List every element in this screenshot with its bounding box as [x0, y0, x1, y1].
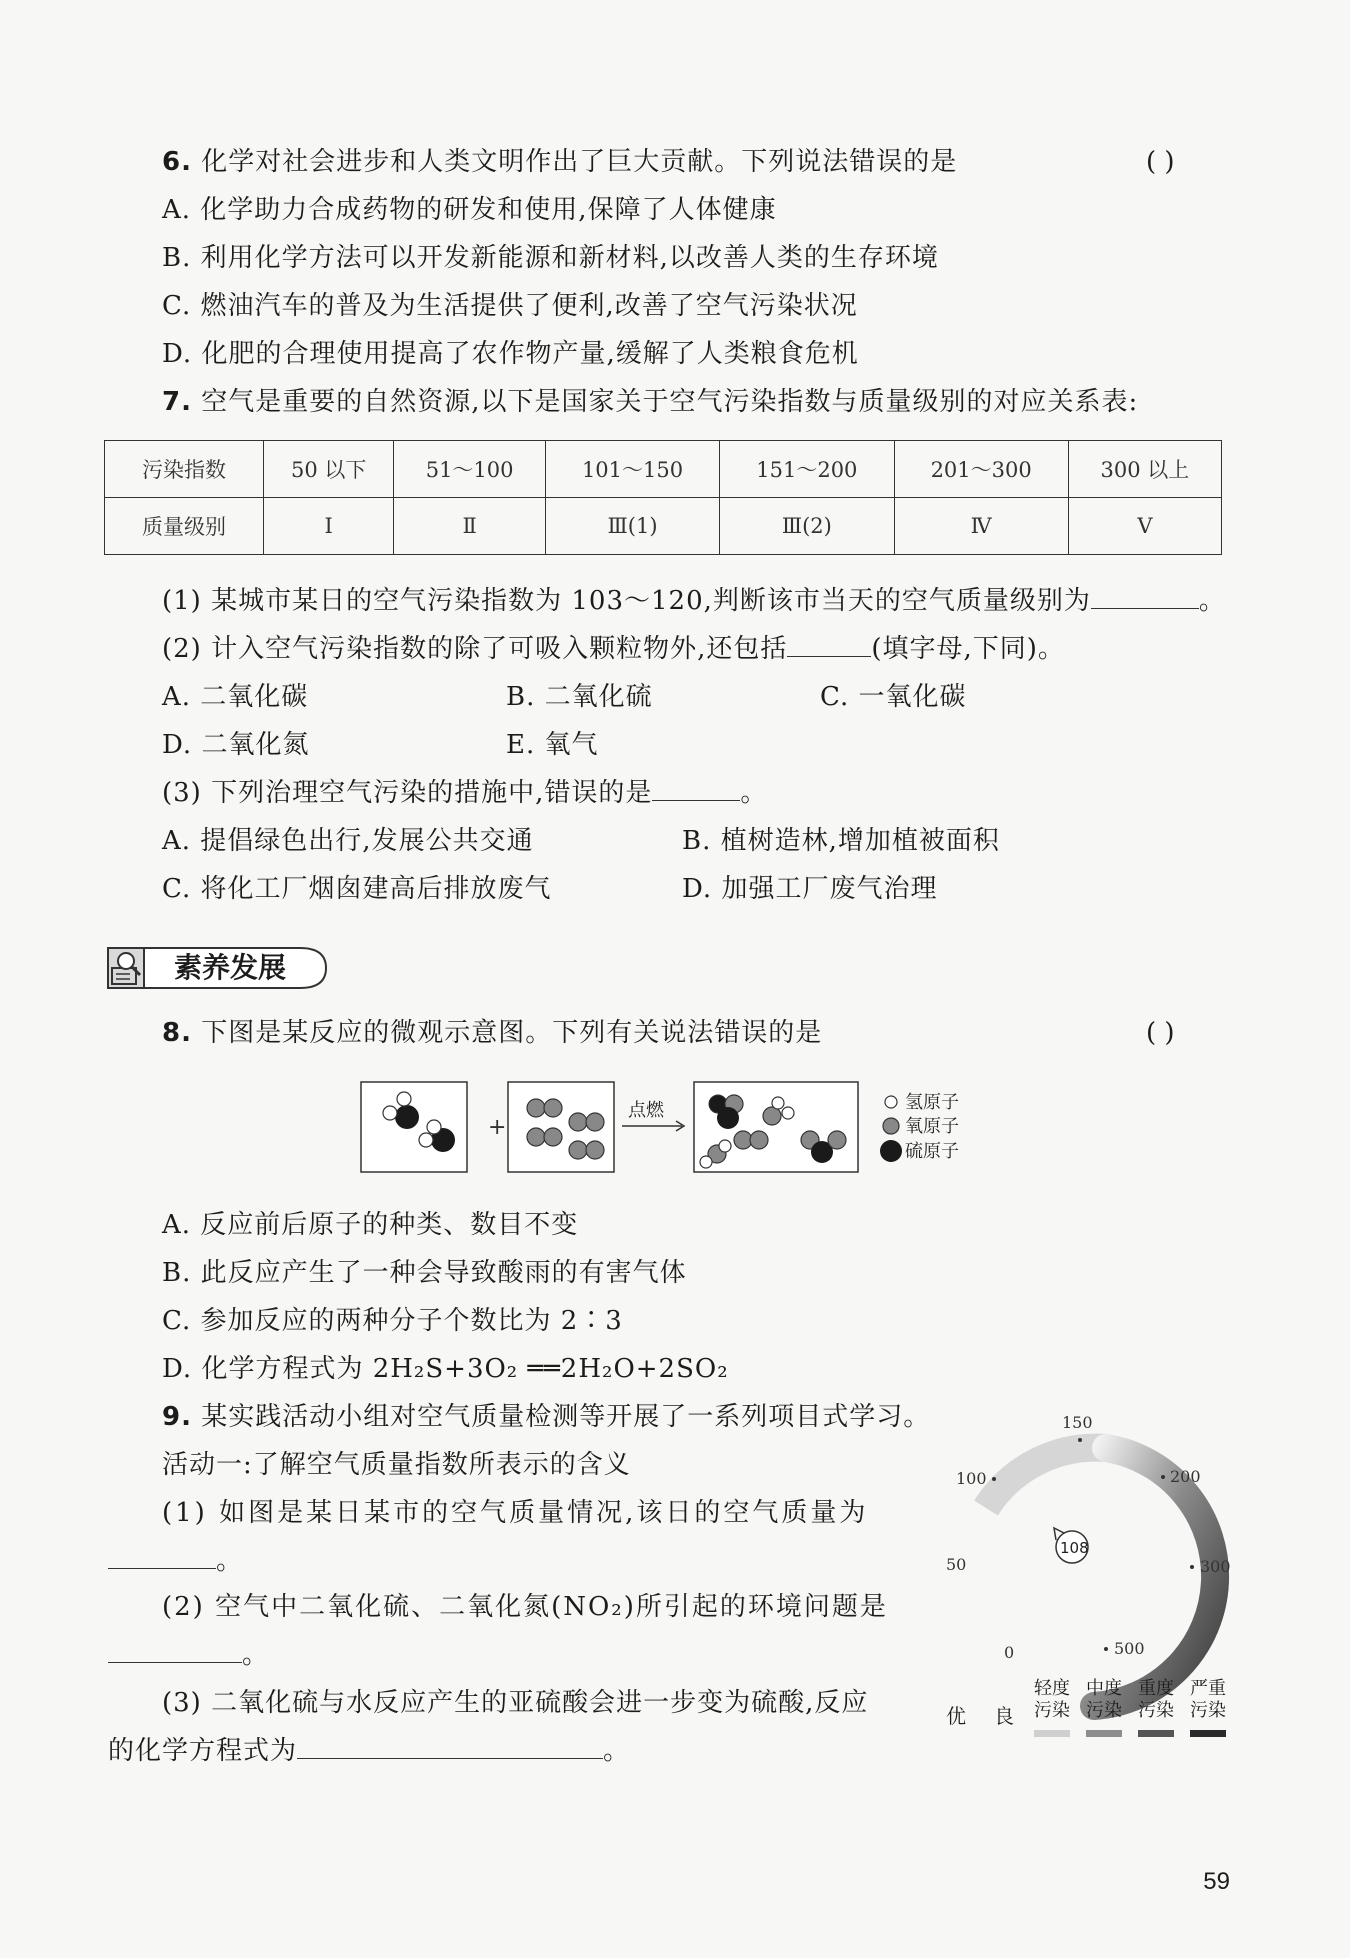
q9-sub3: (3) 二氧化硫与水反应产生的亚硫酸会进一步变为硫酸,反应 [162, 1688, 869, 1718]
q7-sub3-end: 。 [740, 778, 768, 808]
sulfur-atom [717, 1107, 739, 1129]
hydrogen-atom [772, 1097, 784, 1109]
gauge-tick-label: 100 [956, 1469, 987, 1488]
table-cell: 201～300 [894, 441, 1068, 498]
gauge-tick-label: 50 [946, 1555, 967, 1574]
q7-sub2 [162, 632, 1065, 666]
answer-blank[interactable] [108, 1638, 242, 1663]
answer-blank[interactable] [297, 1734, 603, 1759]
q7-sub2-end: (填字母,下同)。 [871, 634, 1065, 664]
q8-option-c: C. 参加反应的两种分子个数比为 2∶3 [162, 1306, 623, 1336]
q7-sub1 [162, 584, 1226, 618]
q7-number: 7. [162, 387, 192, 417]
hydrogen-atom [427, 1120, 441, 1134]
q9-sub3-end: 。 [603, 1736, 631, 1766]
q9-sub1-cont [108, 1544, 243, 1578]
section-header [104, 940, 330, 996]
q9-number: 9. [162, 1402, 192, 1432]
q8-stem [162, 1016, 822, 1050]
legend-label: 硫原子 [905, 1141, 959, 1162]
q6-number: 6. [162, 147, 192, 177]
answer-blank[interactable] [787, 632, 871, 657]
q7-sub2-option-b: B. 二氧化硫 [506, 682, 653, 712]
table-cell: 质量级别 [105, 498, 264, 555]
level-swatch [1086, 1730, 1122, 1737]
q8-answer-paren: ( ) [1146, 1018, 1175, 1048]
legend-sulfur-icon [880, 1140, 902, 1162]
table-cell: Ⅲ(2) [720, 498, 894, 555]
q6-option-a: A. 化学助力合成药物的研发和使用,保障了人体健康 [162, 195, 777, 225]
table-cell: 污染指数 [105, 441, 264, 498]
page-number: 59 [1203, 1868, 1230, 1895]
q9-sub2: (2) 空气中二氧化硫、二氧化氮(NO₂)所引起的环境问题是 [162, 1592, 888, 1622]
table-cell: 300 以上 [1068, 441, 1221, 498]
level-swatch [1190, 1730, 1226, 1737]
q8-stem-text: 下图是某反应的微观示意图。下列有关说法错误的是 [201, 1018, 823, 1048]
q6-option-d: D. 化肥的合理使用提高了农作物产量,缓解了人类粮食危机 [162, 339, 859, 369]
oxygen-atom [750, 1131, 768, 1149]
reaction-diagram [360, 1080, 980, 1180]
table-cell: 151～200 [720, 441, 894, 498]
gauge-arc [1094, 1448, 1215, 1706]
q7-sub3-text: (3) 下列治理空气污染的措施中,错误的是 [162, 778, 653, 808]
q6-option-c: C. 燃油汽车的普及为生活提供了便利,改善了空气污染状况 [162, 291, 858, 321]
table-cell: Ⅳ [894, 498, 1068, 555]
oxygen-atom [569, 1141, 587, 1159]
arrow-label: 点燃 [628, 1100, 664, 1121]
q6-stem-text: 化学对社会进步和人类文明作出了巨大贡献。下列说法错误的是 [201, 147, 958, 177]
oxygen-atom [734, 1131, 752, 1149]
table-cell: Ⅴ [1068, 498, 1221, 555]
table-cell: 101～150 [545, 441, 719, 498]
answer-blank[interactable] [108, 1544, 216, 1569]
q7-sub3-option-b: B. 植树造林,增加植被面积 [682, 826, 1000, 856]
level-moderate: 中度污染 [1086, 1678, 1122, 1721]
legend-hydrogen-icon [885, 1096, 897, 1108]
oxygen-atom [544, 1099, 562, 1117]
table-cell: Ⅲ(1) [545, 498, 719, 555]
q7-stem [162, 385, 1138, 419]
oxygen-atom [569, 1113, 587, 1131]
q7-sub1-text: (1) 某城市某日的空气污染指数为 103～120,判断该市当天的空气质量级别为 [162, 586, 1091, 616]
sulfur-atom [395, 1105, 419, 1129]
magnifier-document-icon [110, 950, 144, 986]
q7-sub2-option-c: C. 一氧化碳 [820, 682, 967, 712]
q7-sub2-option-a: A. 二氧化碳 [162, 682, 309, 712]
gauge-arc-light [986, 1448, 1106, 1508]
oxygen-atom [527, 1099, 545, 1117]
gauge-tick-label: 150 [1062, 1413, 1093, 1432]
q8-number: 8. [162, 1018, 192, 1048]
q9-stem [162, 1400, 930, 1434]
q6-stem [162, 145, 957, 179]
q8-option-d: D. 化学方程式为 2H₂S+3O₂ ══2H₂O+2SO₂ [162, 1354, 729, 1384]
level-light: 轻度污染 [1034, 1678, 1070, 1721]
q7-sub3-option-d: D. 加强工厂废气治理 [682, 874, 938, 904]
hydrogen-atom [397, 1092, 411, 1106]
table-cell: Ⅱ [394, 498, 546, 555]
q7-sub2-option-e: E. 氧气 [506, 730, 599, 760]
oxygen-atom [527, 1128, 545, 1146]
q9-sub1-end: 。 [216, 1546, 244, 1576]
gauge-tick-label: 300 [1200, 1557, 1231, 1576]
answer-blank[interactable] [1091, 584, 1199, 609]
q7-sub2-option-d: D. 二氧化氮 [162, 730, 310, 760]
gauge-value: 108 [1060, 1539, 1089, 1557]
level-swatch [1138, 1730, 1174, 1737]
q9-sub3-cont [108, 1734, 630, 1768]
q7-sub3 [162, 776, 767, 810]
gauge-tick-label: 200 [1170, 1467, 1201, 1486]
table-cell: 50 以下 [264, 441, 394, 498]
oxygen-atom [586, 1141, 604, 1159]
q6-option-b: B. 利用化学方法可以开发新能源和新材料,以改善人类的生存环境 [162, 243, 939, 273]
level-severe: 严重污染 [1190, 1678, 1226, 1721]
q8-option-b: B. 此反应产生了一种会导致酸雨的有害气体 [162, 1258, 687, 1288]
hydrogen-atom [782, 1107, 794, 1119]
answer-blank[interactable] [652, 776, 740, 801]
oxygen-atom [763, 1107, 781, 1125]
gauge-tick-label: 500 [1114, 1639, 1145, 1658]
hydrogen-atom [419, 1133, 433, 1147]
q7-stem-text: 空气是重要的自然资源,以下是国家关于空气污染指数与质量级别的对应关系表: [201, 387, 1139, 417]
plus-sign: + [488, 1115, 507, 1140]
air-quality-table [104, 440, 1222, 555]
oxygen-atom [544, 1128, 562, 1146]
level-excellent: 优 [946, 1704, 966, 1728]
oxygen-atom [828, 1131, 846, 1149]
q7-sub1-end: 。 [1198, 586, 1226, 616]
q9-stem-text: 某实践活动小组对空气质量检测等开展了一系列项目式学习。 [201, 1402, 931, 1432]
table-cell: Ⅰ [264, 498, 394, 555]
hydrogen-atom [383, 1106, 397, 1120]
level-heavy: 重度污染 [1138, 1678, 1174, 1721]
table-row [105, 498, 1222, 555]
level-swatch [1034, 1730, 1070, 1737]
q9-sub3-text: 的化学方程式为 [108, 1736, 298, 1766]
legend-oxygen-icon [883, 1118, 899, 1134]
q8-option-a: A. 反应前后原子的种类、数目不变 [162, 1210, 579, 1240]
reactant-box-1 [361, 1082, 467, 1172]
hydrogen-atom [719, 1140, 731, 1152]
q7-sub3-option-c: C. 将化工厂烟囱建高后排放废气 [162, 874, 552, 904]
oxygen-atom [586, 1113, 604, 1131]
q7-sub3-option-a: A. 提倡绿色出行,发展公共交通 [162, 826, 534, 856]
table-row [105, 441, 1222, 498]
gauge-tick-label: 0 [1004, 1643, 1015, 1662]
legend-label: 氧原子 [905, 1116, 959, 1137]
legend-label: 氢原子 [905, 1092, 959, 1113]
hydrogen-atom [700, 1156, 712, 1168]
table-cell: 51～100 [394, 441, 546, 498]
q7-sub2-text: (2) 计入空气污染指数的除了可吸入颗粒物外,还包括 [162, 634, 788, 664]
section-title: 素养发展 [174, 951, 287, 984]
q9-sub1: (1) 如图是某日某市的空气质量情况,该日的空气质量为 [162, 1498, 869, 1528]
level-good: 良 [994, 1704, 1014, 1728]
q9-sub2-end: 。 [242, 1640, 270, 1670]
q6-answer-paren: ( ) [1146, 147, 1175, 177]
q9-sub2-cont [108, 1638, 269, 1672]
q9-activity1: 活动一:了解空气质量指数所表示的含义 [162, 1450, 631, 1480]
